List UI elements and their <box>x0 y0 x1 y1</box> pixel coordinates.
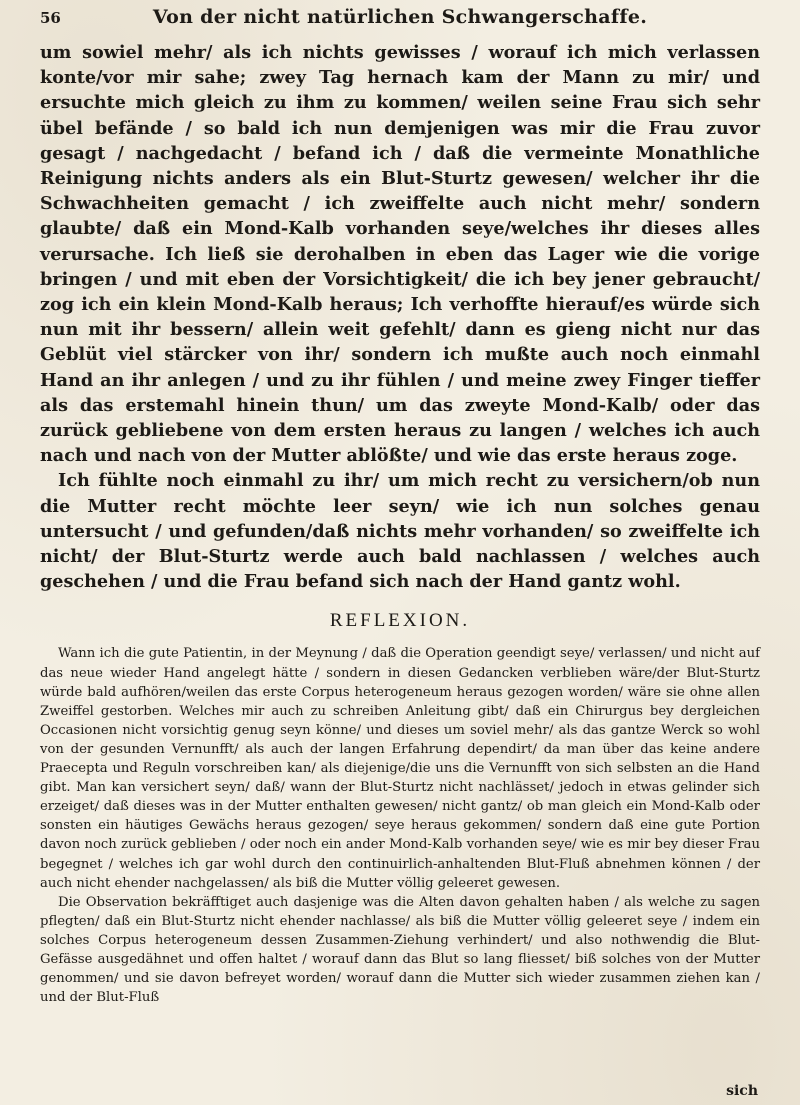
running-head <box>40 6 760 40</box>
reflexion-paragraph-2: Die Observation bekräfftiget auch dasjenige was die Alten davon gehalten haben / als welche zu sagen pflegten/ daß ein Blut-Sturtz nicht ehender nachlasse/ als biß die Mutter völlig geleeret seye / indem ein solches Corpus heterogeneum dessen Zusammen-Ziehung verhindert/ und also nothwendig die Blut-Gefässe ausgedähnet und offen haltet / worauf dann das Blut so lang fliesset/ biß solches von der Mutter genommen/ und sie davon befreyet worden/ worauf dann die Mutter sich wieder zusammen ziehen kan / und der Blut-Fluß <box>40 894 760 1006</box>
reflexion-text <box>40 644 760 1007</box>
main-text <box>40 40 760 594</box>
reflexion-paragraph-1: Wann ich die gute Patientin, in der Meynung / daß die Operation geendigt seye/ verlassen/ und nicht auf das neue wieder Hand angelegt hätte / sondern in diesen Gedancken verblieben wäre/der Blut-Sturtz würde bald aufhören/weilen das erste Corpus heterogeneum heraus gezogen worden/ wäre sie ohne allen Zweiffel gestorben. Welches mir auch zu schreiben Anleitung gibt/ daß ein Chirurgus bey dergleichen Occasionen nicht vorsichtig genug seyn könne/ und dieses um soviel mehr/ als das gantze Werck so wohl von der gesunden Vernunfft/ als auch der langen Erfahrung dependirt/ da man über das keine andere Praecepta und Reguln vorschreiben kan/ als diejenige/die uns die Vernunfft von sich selbsten an die Hand gibt. Man kan versichert seyn/ daß/ wann der Blut-Sturtz nicht nachlässet/ jedoch in etwas gelinder sich erzeiget/ daß dieses was in der Mutter enthalten gewesen/ nicht gantz/ ob man gleich ein Mond-Kalb oder sonsten ein häutiges Gewächs heraus gezogen/ seye heraus gekommen/ sondern daß eine gute Portion davon noch zurück geblieben / oder noch ein ander Mond-Kalb vorhanden seye/ wie es mir bey dieser Frau begegnet / welches ich gar wohl durch den continuirlich-anhaltenden Blut-Fluß abnehmen können / der auch nicht ehender nachgelassen/ als biß die Mutter völlig geleeret gewesen. <box>40 646 760 891</box>
reflexion-heading: REFLEXION. <box>329 610 471 632</box>
catchword: sich <box>726 1083 758 1099</box>
main-paragraph-2: Ich fühlte noch einmahl zu ihr/ um mich recht zu versichern/ob nun die Mutter recht möchte leer seyn/ wie ich nun solches genau untersucht / und gefunden/daß nichts mehr vorhanden/ so zweiffelte ich nicht/ der Blut-Sturtz werde auch bald nachlassen / welches auch geschehen / und die Frau befand sich nach der Hand gantz wohl. <box>40 470 760 593</box>
page-number: 56 <box>40 9 61 27</box>
main-paragraph-1: um sowiel mehr/ als ich nichts gewisses / worauf ich mich verlassen konte/vor mir sahe; zwey Tag hernach kam der Mann zu mir/ und ersuchte mich gleich zu ihm zu kommen/ weilen seine Frau sich sehr übel befände / so bald ich nun demjenigen was mir die Frau zuvor gesagt / nachgedacht / befand ich / daß die vermeinte Monathliche Reinigung nichts anders als ein Blut-Sturtz gewesen/ welcher ihr die Schwachheiten gemacht / ich zweiffelte auch nicht mehr/ sondern glaubte/ daß ein Mond-Kalb vorhanden seye/welches ihr dieses alles verursache. Ich ließ sie derohalben in eben das Lager wie die vorige bringen / und mit eben der Vorsichtigkeit/ die ich bey jener gebraucht/ zog ich ein klein Mond-Kalb heraus; Ich verhoffte hierauf/es würde sich nun mit ihr bessern/ allein weit gefehlt/ dann es gieng nicht nur das Geblüt viel stärcker von ihr/ sondern ich mußte auch noch einmahl Hand an ihr anlegen / und zu ihr fühlen / und meine zwey Finger tieffer als das erstemahl hinein thun/ um das zweyte Mond-Kalb/ oder das zurück gebliebene von dem ersten heraus zu langen / welches ich auch nach und nach von der Mutter ablößte/ und wie das erste heraus zoge. <box>40 42 760 467</box>
running-title: Von der nicht natürlichen Schwangerschaffe. <box>152 6 648 28</box>
